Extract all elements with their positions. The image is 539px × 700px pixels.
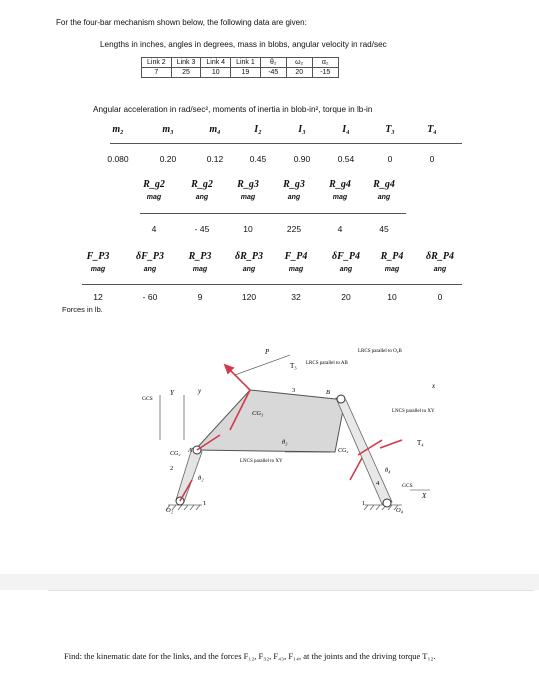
label-gcs-right: GCS [402, 483, 413, 489]
sub-label: mag [146, 194, 162, 201]
value-rg4-ang: 45 [379, 224, 389, 234]
table1-header: α₂ [312, 58, 338, 68]
sub-label: ang [195, 194, 209, 201]
row1-rule [110, 143, 462, 144]
label-lrcs-ab: LRCS parallel to AB [306, 361, 348, 366]
value-fp3-ang: - 60 [142, 292, 158, 302]
sub-label: ang [287, 194, 301, 201]
header-rg2-mag: R_g2 [143, 179, 165, 190]
value-rg2-ang: - 45 [194, 224, 210, 234]
lengths-caption: Lengths in inches, angles in degrees, mass in blobs, angular velocity in rad/sec [100, 40, 387, 49]
label-1-right: 1 [362, 500, 366, 507]
header-fp3-mag: F_P3 [86, 251, 110, 262]
table1-header: ω₂ [286, 58, 312, 68]
label-t3: T₃ [290, 362, 297, 370]
sub-label: ang [242, 266, 256, 273]
table1-header: Link 2 [142, 58, 172, 68]
label-p: P [265, 348, 270, 356]
header-t3: T₃ [385, 124, 395, 135]
sub-label: mag [288, 266, 304, 273]
value-fp4-ang: 20 [341, 292, 351, 302]
table1-header: Link 1 [231, 58, 261, 68]
value-rg2-mag: 4 [151, 224, 157, 234]
header-m3: m₃ [162, 124, 174, 135]
header-m2: m₂ [112, 124, 124, 135]
value-rp4-mag: 10 [387, 292, 397, 302]
header-rg4-ang: R_g4 [373, 179, 395, 190]
table1-value: 25 [171, 68, 201, 78]
header-rp3-mag: R_P3 [188, 251, 212, 262]
value-rg4-mag: 4 [337, 224, 343, 234]
label-lncs-right: LNCS parallel to XY [392, 409, 435, 414]
table1-header: Link 3 [171, 58, 201, 68]
value-t4: 0 [429, 154, 435, 164]
table1-value: -45 [260, 68, 286, 78]
label-o4: O₄ [396, 507, 403, 514]
header-rg2-ang: R_g2 [191, 179, 213, 190]
label-theta2: θ₂ [198, 475, 204, 482]
sub-label: mag [240, 194, 256, 201]
label-y: y [198, 387, 202, 395]
label-4: 4 [376, 480, 380, 487]
sub-label: mag [332, 194, 348, 201]
table1-header: θ₂ [260, 58, 286, 68]
question-text: Find: the kinematic date for the links, and the forces F₁₂, F₃₂, F₄₃, F₁₄, at the joints and the driving torque T₁₂. [64, 651, 436, 661]
label-lrcs-o4b: LRCS parallel to O₄B [358, 349, 402, 354]
header-rp3-ang: δR_P3 [235, 251, 263, 262]
sub-label: ang [377, 194, 391, 201]
label-cg2: CG₂ [170, 451, 181, 457]
value-rp3-mag: 9 [197, 292, 203, 302]
value-i4: 0.54 [337, 154, 355, 164]
label-a: A [188, 447, 192, 454]
label-X: X [422, 492, 427, 500]
label-Y: Y [170, 389, 174, 397]
sub-label: ang [339, 266, 353, 273]
value-m4: 0.12 [206, 154, 224, 164]
table1-value: 20 [286, 68, 312, 78]
value-rg3-mag: 10 [243, 224, 253, 234]
label-o2: O₂ [166, 507, 173, 514]
intro-text: For the four-bar mechanism shown below, the following data are given: [56, 18, 307, 27]
header-rg3-ang: R_g3 [283, 179, 305, 190]
lengths-table [141, 57, 339, 78]
header-rg3-mag: R_g3 [237, 179, 259, 190]
label-3: 3 [292, 387, 296, 394]
table1-value: 19 [231, 68, 261, 78]
table1-header: Link 4 [201, 58, 231, 68]
value-m3: 0.20 [159, 154, 177, 164]
header-fp4-mag: F_P4 [284, 251, 308, 262]
coupler-link-3 [195, 390, 345, 452]
value-i3: 0.90 [293, 154, 311, 164]
force-fp4-vector [380, 440, 402, 448]
label-1-left: 1 [203, 500, 207, 507]
accel-caption: Angular acceleration in rad/sec², moments of inertia in blob-in², torque in lb-in [93, 105, 373, 114]
pin-b [337, 395, 345, 403]
table1-value: 7 [142, 68, 172, 78]
value-i2: 0.45 [249, 154, 267, 164]
label-b: B [326, 389, 330, 396]
label-x: x [432, 382, 436, 390]
row3-rule [82, 284, 462, 285]
label-cg3: CG₃ [252, 410, 264, 417]
header-rg4-mag: R_g4 [329, 179, 351, 190]
value-rp3-ang: 120 [241, 292, 257, 302]
header-t4: T₄ [427, 124, 437, 135]
sub-label: mag [384, 266, 400, 273]
four-bar-mechanism-diagram [140, 340, 440, 520]
question-card [48, 590, 534, 700]
sub-label: mag [192, 266, 208, 273]
header-m4: m₄ [209, 124, 221, 135]
sub-label: ang [143, 266, 157, 273]
sub-label: ang [433, 266, 447, 273]
forces-note: Forces in lb. [62, 305, 103, 314]
label-lncs-center: LNCS parallel to XY [240, 459, 283, 464]
header-i4: I₄ [342, 124, 350, 135]
header-rp4-mag: R_P4 [380, 251, 404, 262]
header-fp4-ang: δF_P4 [332, 251, 360, 262]
row2-rule [140, 213, 406, 214]
label-theta3: θ₃ [282, 439, 288, 446]
value-m2: 0.080 [107, 154, 129, 164]
sub-label: mag [90, 266, 106, 273]
value-fp4-mag: 32 [291, 292, 301, 302]
force-rg4-vector [350, 458, 362, 480]
label-cg4: CG₄ [338, 448, 349, 454]
pin-o4 [383, 499, 391, 507]
value-t3: 0 [387, 154, 393, 164]
header-i2: I₂ [254, 124, 262, 135]
label-2: 2 [170, 465, 174, 472]
header-i3: I₃ [298, 124, 306, 135]
value-rp4-ang: 0 [437, 292, 443, 302]
value-fp3-mag: 12 [93, 292, 103, 302]
value-rg3-ang: 225 [286, 224, 302, 234]
separator [0, 574, 539, 590]
label-t4: T₄ [417, 439, 424, 447]
table1-value: 10 [201, 68, 231, 78]
label-gcs-left: GCS [142, 396, 153, 402]
x-axis-local [235, 355, 290, 375]
header-rp4-ang: δR_P4 [426, 251, 454, 262]
label-theta4: θ₄ [385, 467, 391, 474]
table1-value: -15 [312, 68, 338, 78]
header-fp3-ang: δF_P3 [136, 251, 164, 262]
